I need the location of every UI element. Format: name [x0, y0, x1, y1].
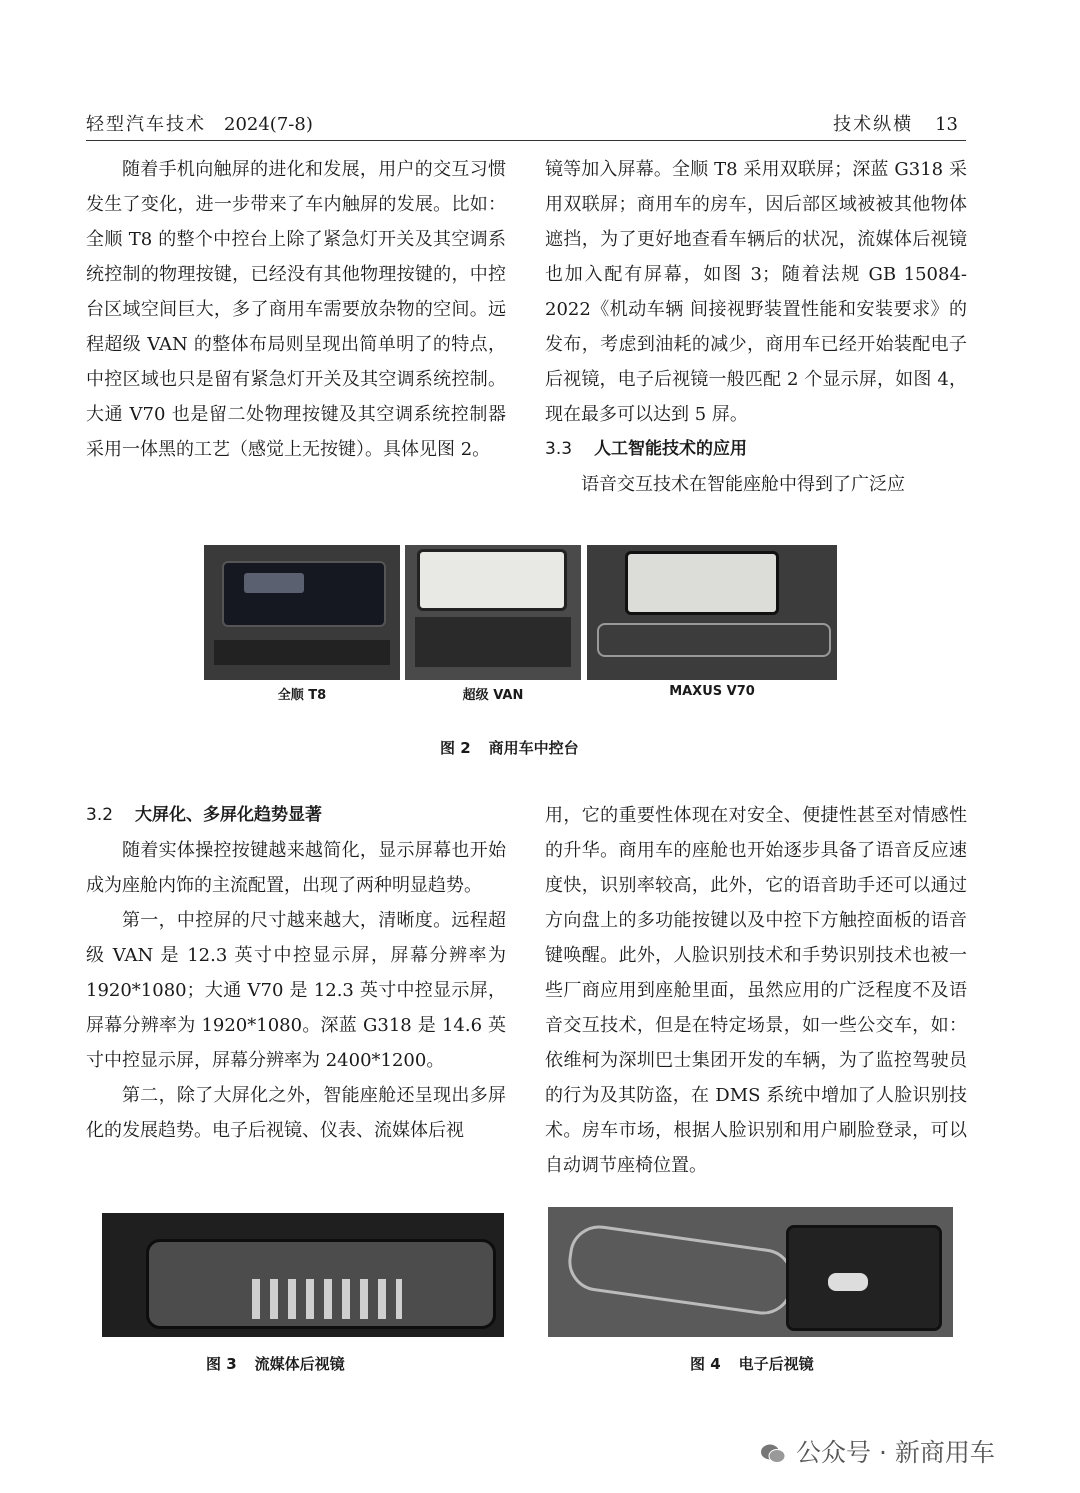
- section-title: 人工智能技术的应用: [594, 439, 748, 459]
- left-column-bottom: [86, 798, 506, 1148]
- figure3-photo: [102, 1213, 504, 1337]
- header-rule: [86, 140, 966, 141]
- figure4-photo: [548, 1207, 953, 1337]
- paragraph: 第二，除了大屏化之外，智能座舱还呈现出多屏化的发展趋势。电子后视镜、仪表、流媒体后视: [86, 1085, 506, 1141]
- column-title: 技术纵横: [833, 114, 914, 135]
- right-column-bottom: [545, 798, 967, 1183]
- figure2-photo-transit-t8: [204, 545, 400, 680]
- figure-title: 流媒体后视镜: [254, 1355, 345, 1373]
- page-header: [86, 110, 958, 134]
- figure-number: 图 2: [440, 739, 471, 757]
- figure2-caption-t8: 全顺 T8: [277, 688, 327, 703]
- figure3-title: [206, 1353, 345, 1374]
- issue-number: 2024(7-8): [224, 114, 313, 135]
- left-column-top: [86, 152, 506, 467]
- section-title: 大屏化、多屏化趋势显著: [135, 805, 323, 825]
- page-number: 13: [935, 114, 958, 135]
- watermark-text: 公众号 · 新商用车: [796, 1438, 995, 1467]
- figure2-title: [440, 737, 579, 758]
- section-number: 3.3: [545, 439, 573, 459]
- paragraph: 用，它的重要性体现在对安全、便捷性甚至对情感性的升华。商用车的座舱也开始逐步具备了语音反应速度快，识别率较高，此外，它的语音助手还可以通过方向盘上的多功能按键以及中控下方触控面板的语音键唤醒。此外，人脸识别技术和手势识别技术也被一些厂商应用到座舱里面，虽然应用的广泛程度不及语音交互技术，但是在特定场景，如一些公交车，如：依维柯为深圳巴士集团开发的车辆，为了监控驾驶员的行为及其防盗，在 DMS 系统中增加了人脸识别技术。房车市场，根据人脸识别和用户刷脸登录，可以自动调节座椅位置。: [545, 805, 967, 1176]
- paragraph: 随着手机向触屏的进化和发展，用户的交互习惯发生了变化，进一步带来了车内触屏的发展。比如：全顺 T8 的整个中控台上除了紧急灯开关及其空调系统控制的物理按键，已经没有其他物理按键的，中控台区域空间巨大，多了商用车需要放杂物的空间。远程超级 VAN 的整体布局则呈现出简单明了的特点，中控区域也只是留有紧急灯开关及其空调系统控制。大通 V70 也是留二处物理按键及其空调系统控制器采用一体黑的工艺（感觉上无按键）。具体见图 2。: [86, 159, 506, 460]
- journal-info: [86, 110, 313, 136]
- paragraph: 随着实体操控按键越来越简化，显示屏幕也开始成为座舱内饰的主流配置，出现了两种明显趋势。: [86, 840, 506, 896]
- journal-title: 轻型汽车技术: [86, 114, 206, 135]
- figure2-caption-v70: MAXUS V70: [669, 684, 755, 699]
- watermark: [760, 1433, 995, 1469]
- figure-number: 图 4: [690, 1355, 721, 1373]
- paragraph: 语音交互技术在智能座舱中得到了广泛应: [581, 474, 905, 495]
- figure-number: 图 3: [206, 1355, 237, 1373]
- figure2-photo-super-van: [405, 545, 581, 680]
- figure2-caption-van: 超级 VAN: [462, 688, 524, 703]
- section-heading-3-2: [86, 798, 506, 833]
- figure-title: 商用车中控台: [488, 739, 579, 757]
- figure2-photo-maxus-v70: [587, 545, 837, 680]
- figure-title: 电子后视镜: [738, 1355, 814, 1373]
- right-column-top: [545, 152, 967, 502]
- section-heading-3-3: [545, 432, 967, 467]
- wechat-icon: [760, 1443, 786, 1465]
- section-number: 3.2: [86, 805, 114, 825]
- paragraph: 第一，中控屏的尺寸越来越大，清晰度。远程超级 VAN 是 12.3 英寸中控显示屏，屏幕分辨率为 1920*1080；大通 V70 是 12.3 英寸中控显示屏，屏幕分辨率为 1920*1080。深蓝 G318 是 14.6 英寸中控显示屏，屏幕分辨率为 2400*1200。: [86, 910, 506, 1071]
- paragraph: 镜等加入屏幕。全顺 T8 采用双联屏；深蓝 G318 采用双联屏；商用车的房车，因后部区域被被其他物体遮挡，为了更好地查看车辆后的状况，流媒体后视镜也加入配有屏幕，如图 3；随着法规 GB 15084-2022《机动车辆 间接视野装置性能和安装要求》的发布，考虑到油耗的减少，商用车已经开始装配电子后视镜，电子后视镜一般匹配 2 个显示屏，如图 4，现在最多可以达到 5 屏。: [545, 159, 968, 425]
- figure4-title: [690, 1353, 814, 1374]
- column-info: [833, 110, 958, 136]
